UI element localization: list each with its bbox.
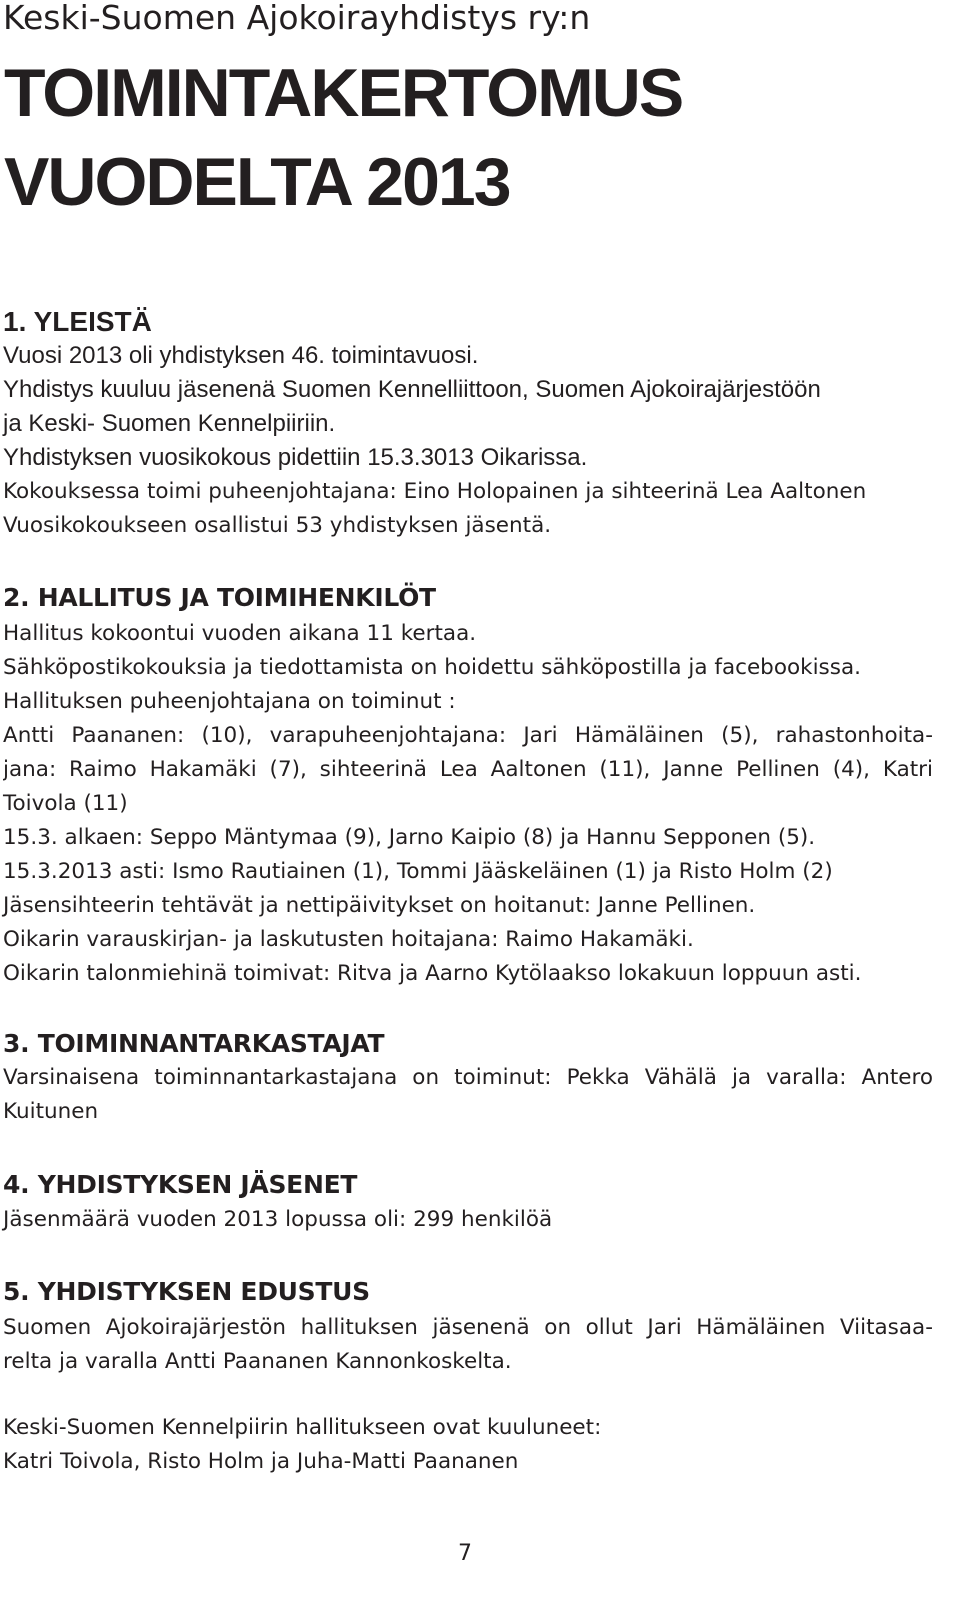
paragraph-line: Toivola (11) <box>3 791 128 816</box>
paragraph-line: ja Keski- Suomen Kennelpiiriin. <box>3 410 336 437</box>
paragraph-line: Kokouksessa toimi puheenjohtajana: Eino Holopainen ja sihteerinä Lea Aaltonen <box>3 479 867 504</box>
section-heading-edustus: 5. YHDISTYKSEN EDUSTUS <box>3 1277 370 1306</box>
paragraph-line: Sähköpostikokouksia ja tiedottamista on hoidettu sähköpostilla ja facebookissa. <box>3 655 861 680</box>
section-heading-hallitus: 2. HALLITUS JA TOIMIHENKILÖT <box>3 583 436 612</box>
paragraph-line: Suomen Ajokoirajärjestön hallituksen jäsenenä on ollut Jari Hämäläinen Viitasaa- <box>3 1315 933 1340</box>
paragraph-line: Oikarin varauskirjan- ja laskutusten hoitajana: Raimo Hakamäki. <box>3 927 694 952</box>
paragraph-line: Hallituksen puheenjohtajana on toiminut : <box>3 689 456 714</box>
paragraph-line: Vuosi 2013 oli yhdistyksen 46. toimintavuosi. <box>3 342 479 369</box>
section-body-yleista <box>3 339 866 543</box>
paragraph-line: Vuosikokoukseen osallistui 53 yhdistyksen jäsentä. <box>3 513 552 538</box>
document-title-line-1: TOIMINTAKERTOMUS <box>4 55 683 131</box>
paragraph-line: Antti Paananen: (10), varapuheenjohtajana: Jari Hämäläinen (5), rahastonhoita- <box>3 723 933 748</box>
paragraph-line: Keski-Suomen Kennelpiirin hallitukseen ovat kuuluneet: <box>3 1415 602 1440</box>
paragraph-line: relta ja varalla Antti Paananen Kannonkoskelta. <box>3 1349 512 1374</box>
organization-name: Keski-Suomen Ajokoirayhdistys ry:n <box>3 0 591 37</box>
paragraph-line: Yhdistys kuuluu jäsenenä Suomen Kennelliittoon, Suomen Ajokoirajärjestöön <box>3 376 821 403</box>
paragraph-line: Katri Toivola, Risto Holm ja Juha-Matti Paananen <box>3 1449 519 1474</box>
page-number: 7 <box>458 1541 472 1566</box>
paragraph-line: Yhdistyksen vuosikokous pidettiin 15.3.3013 Oikarissa. <box>3 444 588 471</box>
paragraph-line: Oikarin talonmiehinä toimivat: Ritva ja Aarno Kytölaakso lokakuun loppuun asti. <box>3 961 862 986</box>
paragraph-line: 15.3.2013 asti: Ismo Rautiainen (1), Tommi Jääskeläinen (1) ja Risto Holm (2) <box>3 859 833 884</box>
paragraph-line: Varsinaisena toiminnantarkastajana on toiminut: Pekka Vähälä ja varalla: Antero <box>3 1065 933 1090</box>
section-body-edustus <box>3 1311 933 1379</box>
section-body-kennelpiiri <box>3 1411 933 1479</box>
section-heading-yleista: 1. YLEISTÄ <box>3 306 152 337</box>
document-title-line-2: VUODELTA 2013 <box>4 144 510 220</box>
section-body-hallitus <box>3 617 933 991</box>
paragraph-line: Jäsenmäärä vuoden 2013 lopussa oli: 299 henkilöä <box>3 1207 553 1232</box>
section-heading-jasenet: 4. YHDISTYKSEN JÄSENET <box>3 1170 358 1199</box>
section-heading-toiminnantarkastajat: 3. TOIMINNANTARKASTAJAT <box>3 1029 385 1058</box>
paragraph-line: Kuitunen <box>3 1099 99 1124</box>
section-body-toiminnantarkastajat <box>3 1061 933 1129</box>
section-body-jasenet <box>3 1203 933 1237</box>
paragraph-line: jana: Raimo Hakamäki (7), sihteerinä Lea Aaltonen (11), Janne Pellinen (4), Katri <box>3 757 933 782</box>
paragraph-line: Jäsensihteerin tehtävät ja nettipäivitykset on hoitanut: Janne Pellinen. <box>3 893 756 918</box>
paragraph-line: Hallitus kokoontui vuoden aikana 11 kertaa. <box>3 621 477 646</box>
paragraph-line: 15.3. alkaen: Seppo Mäntymaa (9), Jarno Kaipio (8) ja Hannu Sepponen (5). <box>3 825 816 850</box>
